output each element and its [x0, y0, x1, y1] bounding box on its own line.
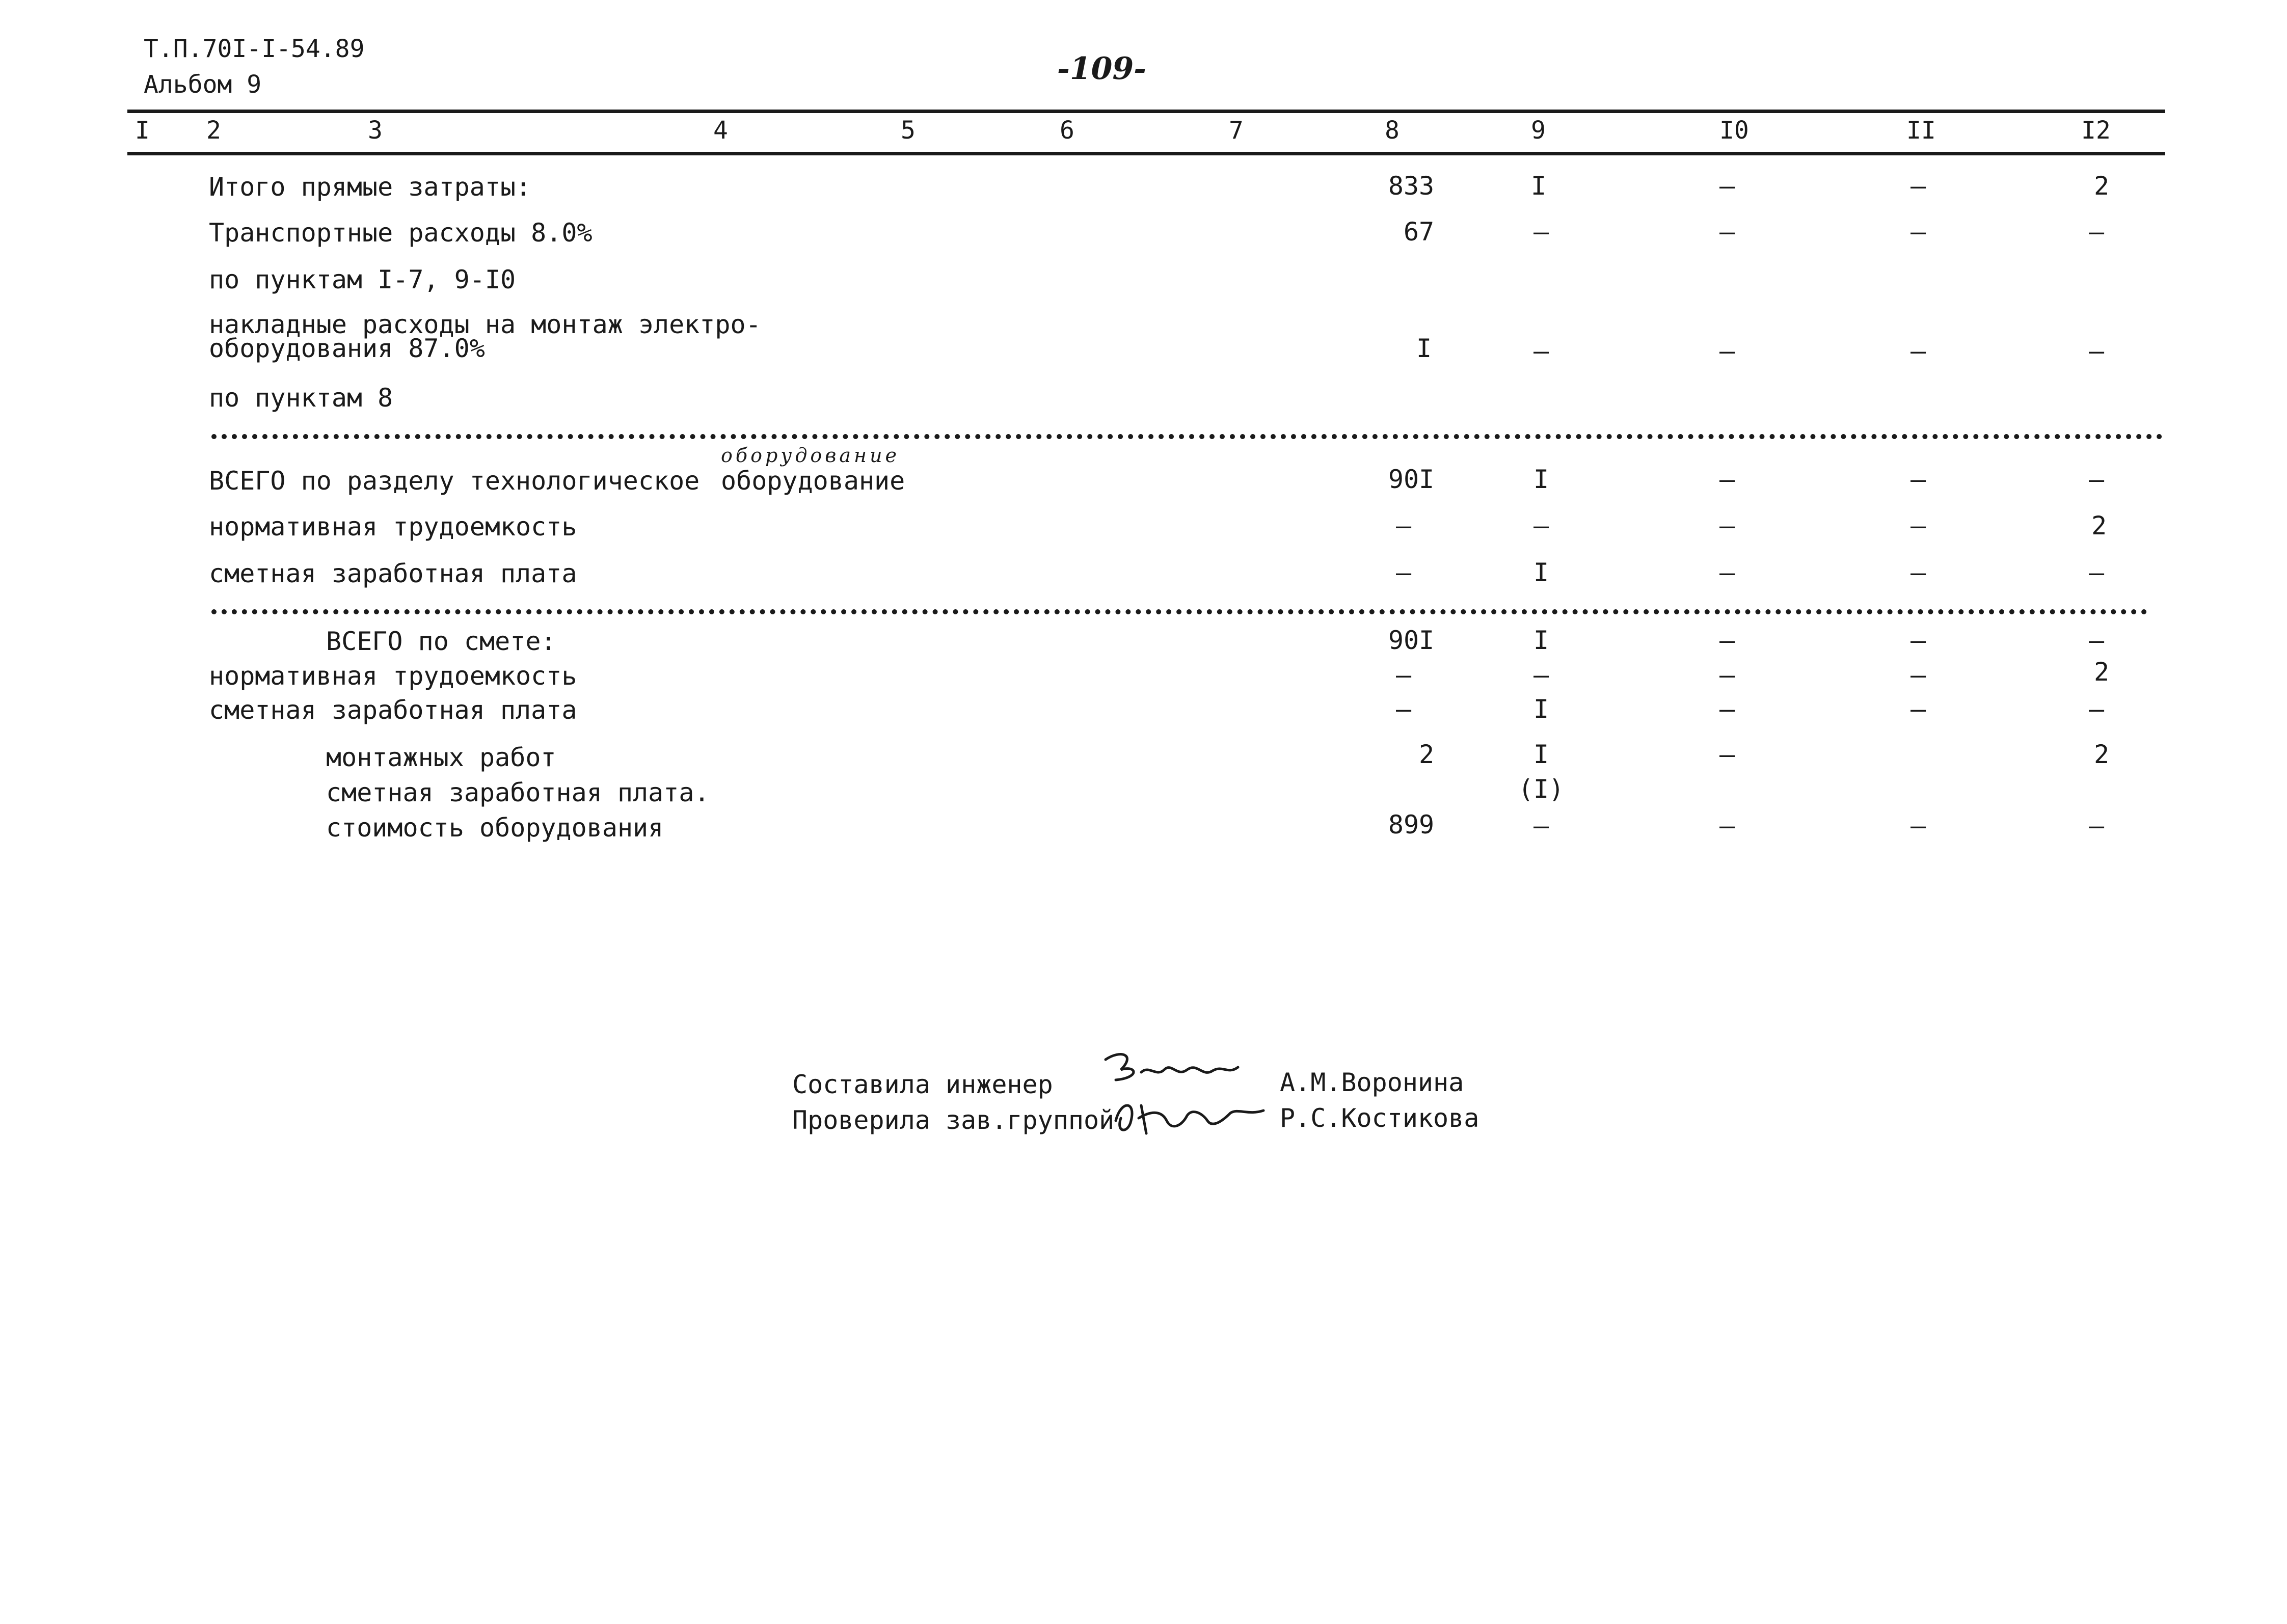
cell-col8: –	[1395, 558, 1412, 587]
column-number: I	[135, 116, 150, 145]
cell-col8: 899	[1388, 810, 1435, 840]
cell-col8: 833	[1388, 171, 1435, 201]
handwritten-note: оборудование	[721, 444, 900, 467]
cell-col11: –	[1910, 626, 1926, 655]
column-number: I0	[1719, 116, 1749, 145]
cell-col9: –	[1533, 660, 1549, 690]
cell-col8: 2	[1418, 740, 1435, 769]
cell-col11: –	[1910, 511, 1926, 540]
cell-col12: 2	[2093, 657, 2110, 687]
cell-col9: I	[1533, 626, 1549, 655]
cell-col9: I	[1533, 465, 1549, 494]
row-label: ВСЕГО по смете:	[326, 627, 556, 656]
checked-by-label: Проверила зав.группой	[792, 1105, 1115, 1135]
row-label: по пунктам I-7, 9-I0	[209, 265, 516, 294]
cell-col8: 90I	[1388, 465, 1435, 494]
dotted-separator	[211, 609, 2147, 614]
column-number: 2	[206, 116, 221, 145]
cell-col9: I	[1533, 558, 1549, 587]
cell-col11: –	[1910, 558, 1926, 587]
cell-col12: –	[2088, 626, 2105, 655]
row-label-line2: оборудования 87.0%	[209, 334, 485, 363]
album-label: Альбом 9	[144, 70, 262, 99]
cell-col10: –	[1719, 336, 1735, 366]
cell-col9: I	[1530, 171, 1547, 201]
cell-col12: –	[2088, 336, 2105, 366]
cell-col11: –	[1910, 171, 1926, 201]
cell-col9: I	[1533, 694, 1549, 724]
row-label: Транспортные расходы 8.0%	[209, 218, 593, 248]
row-label: по пунктам 8	[209, 383, 393, 413]
page-number: -109-	[1057, 51, 1147, 87]
cell-col12: 2	[2091, 511, 2107, 540]
cell-col10: –	[1719, 626, 1735, 655]
row-label: монтажных работ	[326, 743, 556, 772]
row-label: Итого прямые затраты:	[209, 172, 531, 202]
cell-col9: –	[1533, 217, 1549, 247]
cell-col8: –	[1395, 660, 1412, 690]
row-label: сметная заработная плата	[209, 559, 577, 588]
header-bottom-rule	[127, 152, 2165, 155]
cell-col12: –	[2088, 811, 2105, 841]
cell-col10: –	[1719, 558, 1735, 587]
column-number: 5	[901, 116, 916, 145]
cell-col11: –	[1910, 694, 1926, 724]
row-label: стоимость оборудования	[326, 813, 664, 843]
cell-col8: 90I	[1388, 626, 1435, 655]
row-label-line1: накладные расходы на монтаж электро-	[209, 310, 761, 339]
cell-col10: –	[1719, 511, 1735, 540]
compiled-by-name: А.М.Воронина	[1280, 1068, 1464, 1097]
header-top-rule	[127, 110, 2165, 113]
row-label: нормативная трудоемкость	[209, 512, 577, 542]
cell-col11: –	[1910, 465, 1926, 494]
cell-col11: –	[1910, 336, 1926, 366]
column-number: 6	[1060, 116, 1074, 145]
row-label: сметная заработная плата.	[326, 778, 710, 807]
cell-col12: 2	[2093, 740, 2110, 769]
cell-col12: –	[2088, 694, 2105, 724]
cell-col8: 67	[1403, 217, 1435, 247]
column-number: 4	[713, 116, 728, 145]
row-label-col4: оборудование	[721, 466, 905, 496]
column-number: II	[1906, 116, 1936, 145]
cell-col12: –	[2088, 558, 2105, 587]
cell-col9: I	[1533, 740, 1549, 769]
column-number: 9	[1531, 116, 1546, 145]
row-label: ВСЕГО по разделу технологическое	[209, 466, 700, 496]
row-label: нормативная трудоемкость	[209, 661, 577, 691]
checked-by-name: Р.С.Костикова	[1280, 1103, 1479, 1133]
cell-col10: –	[1719, 465, 1735, 494]
row-label: сметная заработная плата	[209, 695, 577, 725]
cell-col12: –	[2088, 217, 2105, 247]
dotted-separator	[211, 434, 2163, 439]
cell-col9: –	[1533, 811, 1549, 841]
cell-col10: –	[1719, 171, 1735, 201]
cell-col12: 2	[2093, 171, 2110, 201]
column-number: I2	[2081, 116, 2111, 145]
cell-col8: I	[1416, 334, 1432, 363]
cell-col9: –	[1533, 511, 1549, 540]
cell-col10: –	[1719, 660, 1735, 690]
cell-col10: –	[1719, 694, 1735, 724]
cell-col10: –	[1719, 811, 1735, 841]
column-number: 8	[1385, 116, 1400, 145]
signature-checked	[1106, 1090, 1274, 1141]
doc-code: Т.П.70I-I-54.89	[144, 35, 365, 63]
signature-compiled	[1100, 1049, 1253, 1095]
cell-col11: –	[1910, 811, 1926, 841]
cell-col10: –	[1719, 740, 1735, 769]
compiled-by-label: Составила инженер	[792, 1070, 1053, 1099]
cell-col9: –	[1533, 336, 1549, 366]
column-number: 7	[1229, 116, 1244, 145]
column-number: 3	[368, 116, 383, 145]
cell-col11: –	[1910, 217, 1926, 247]
cell-col9: (I)	[1518, 774, 1565, 804]
cell-col8: –	[1395, 694, 1412, 724]
cell-col12: –	[2088, 465, 2105, 494]
cell-col11: –	[1910, 660, 1926, 690]
cell-col10: –	[1719, 217, 1735, 247]
cell-col8: –	[1395, 511, 1412, 540]
